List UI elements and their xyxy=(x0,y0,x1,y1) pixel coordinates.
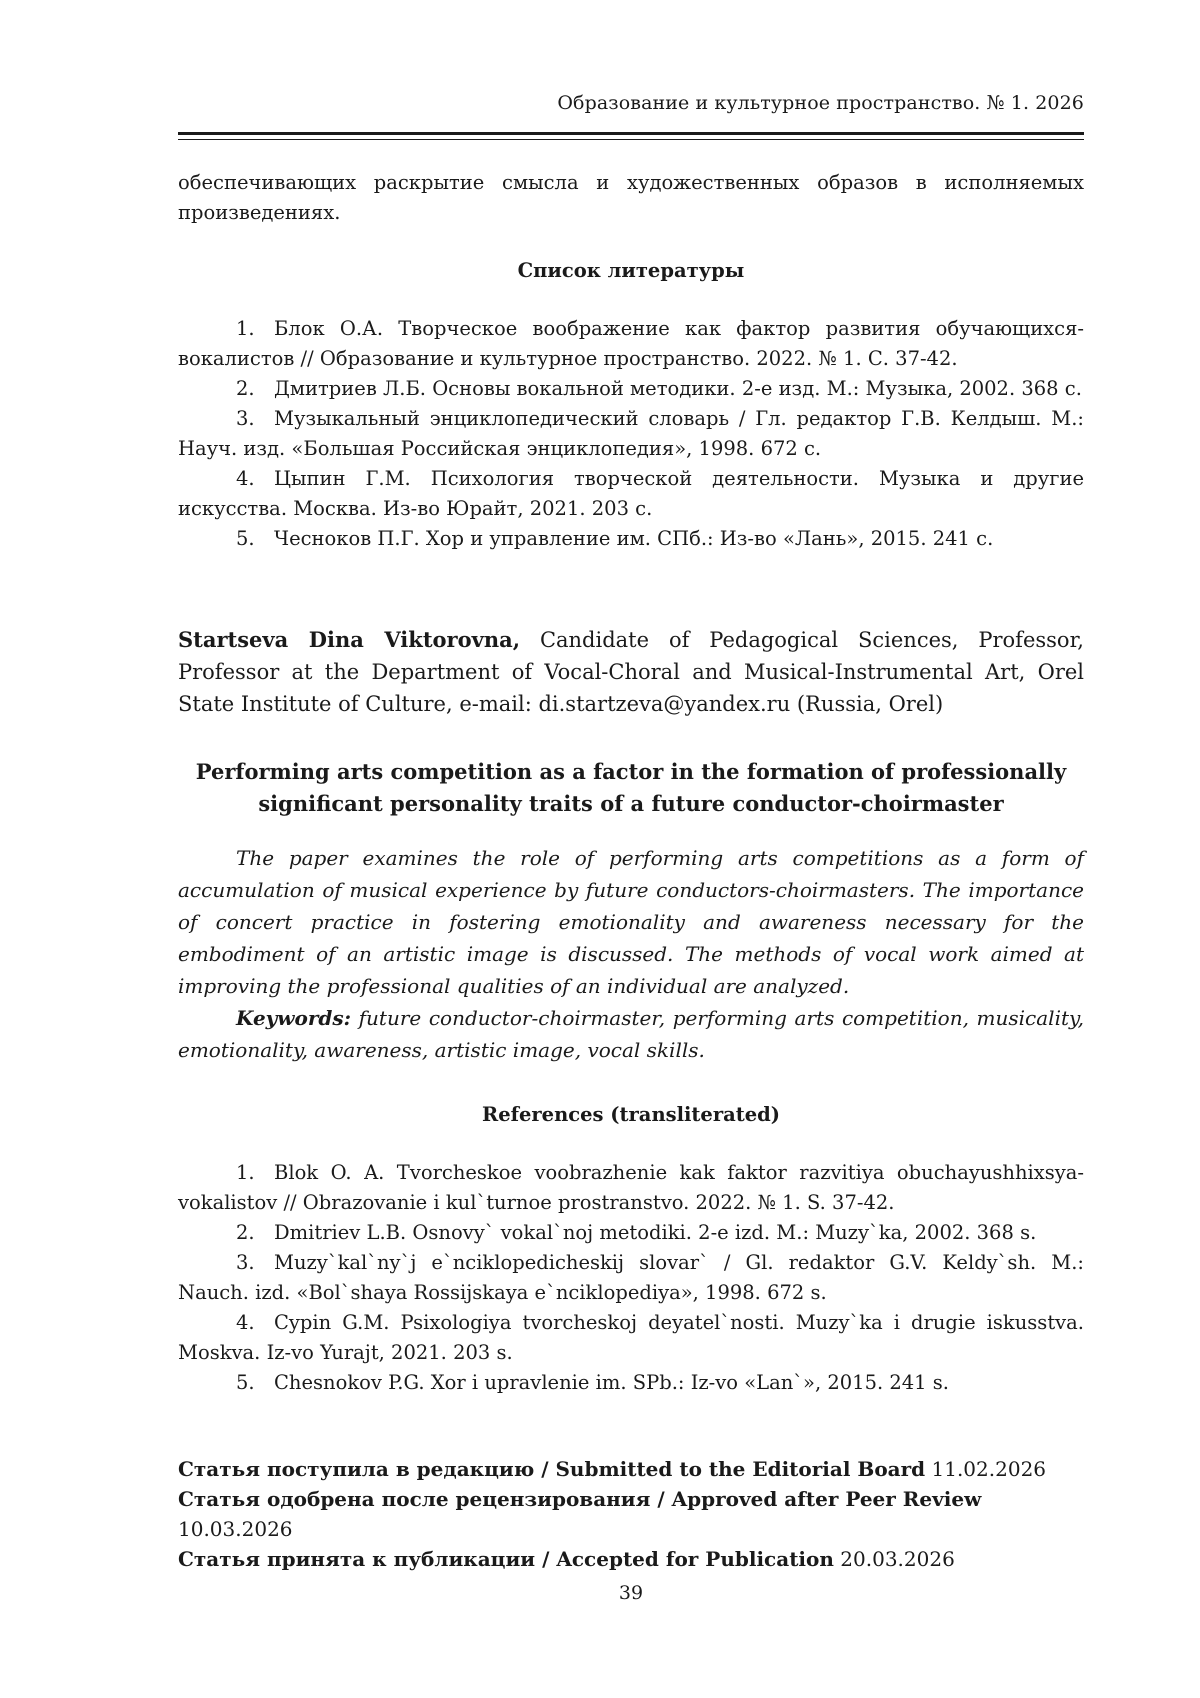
en-reference-item xyxy=(178,1158,1084,1218)
en-reference-text: Dmitriev L.B. Osnovy` vokal`noj metodiki. 2-e izd. M.: Muzy`ka, 2002. 368 s. xyxy=(274,1221,1037,1244)
en-reference-number: 1. xyxy=(236,1161,255,1184)
ru-reference-item xyxy=(178,464,1084,524)
en-reference-number: 4. xyxy=(236,1311,255,1334)
article-keywords xyxy=(178,1002,1084,1066)
header-rule-thick xyxy=(178,132,1084,135)
en-reference-item xyxy=(178,1368,1084,1398)
keywords-text: future conductor-choirmaster, performing arts competition, musicality, emotionality, awareness, artistic image, vocal skills. xyxy=(178,1006,1085,1062)
article-title xyxy=(178,756,1084,820)
ru-reference-item xyxy=(178,314,1084,374)
en-reference-item xyxy=(178,1218,1084,1248)
date-label: Статья принята к публикации / Accepted for Publication xyxy=(178,1547,834,1571)
date-approved xyxy=(178,1484,1084,1544)
date-value: 10.03.2026 xyxy=(178,1517,293,1541)
ru-reference-text: Чесноков П.Г. Хор и управление им. СПб.: Из-во «Лань», 2015. 241 с. xyxy=(274,527,994,550)
ru-reference-item xyxy=(178,524,1084,554)
ru-reference-number: 4. xyxy=(236,467,255,490)
en-reference-item xyxy=(178,1308,1084,1368)
date-submitted xyxy=(178,1454,1084,1484)
intro-paragraph: обеспечивающих раскрытие смысла и художественных образов в исполняемых произведениях. xyxy=(178,171,1084,224)
ru-reference-text: Цыпин Г.М. Психология творческой деятельности. Музыка и другие искусства. Москва. Из-во Юрайт, 2021. 203 с. xyxy=(178,467,1084,520)
en-reference-text: Chesnokov P.G. Xor i upravlenie im. SPb.: Iz-vo «Lan`», 2015. 241 s. xyxy=(274,1371,949,1394)
ru-reference-number: 3. xyxy=(236,407,255,430)
author-details: Candidate of Pedagogical Sciences, Professor, Professor at the Department of Vocal-Choral and Musical-Instrumental Art, Orel State Institute of Culture, e-mail: di.startzeva@yandex.ru (Russia, Orel) xyxy=(178,628,1084,716)
en-references-list xyxy=(178,1158,1084,1398)
date-label: Статья одобрена после рецензирования / Approved after Peer Review xyxy=(178,1487,982,1511)
page-content xyxy=(178,168,1084,1574)
submission-dates xyxy=(178,1454,1084,1574)
en-reference-number: 2. xyxy=(236,1221,255,1244)
en-reference-number: 3. xyxy=(236,1251,255,1274)
en-reference-number: 5. xyxy=(236,1371,255,1394)
date-value: 20.03.2026 xyxy=(840,1547,955,1571)
ru-references-list xyxy=(178,314,1084,554)
article-title-line2: significant personality traits of a future conductor-choirmaster xyxy=(258,791,1004,816)
header-rule-thin xyxy=(178,139,1084,140)
ru-reference-number: 2. xyxy=(236,377,255,400)
page-number: 39 xyxy=(618,1582,644,1604)
ru-reference-text: Блок О.А. Творческое воображение как фактор развития обучающихся-вокалистов // Образование и культурное пространство. 2022. № 1. С. 37-42. xyxy=(178,317,1084,370)
en-reference-text: Blok O. A. Tvorcheskoe voobrazhenie kak faktor razvitiya obuchayushhixsya-vokalistov // Obrazovanie i kul`turnoe prostranstvo. 2022. № 1. S. 37-42. xyxy=(178,1161,1084,1214)
ru-reference-item xyxy=(178,404,1084,464)
ru-reference-item xyxy=(178,374,1084,404)
ru-reference-number: 5. xyxy=(236,527,255,550)
article-abstract: The paper examines the role of performing arts competitions as a form of accumulation of musical experience by future conductors-choirmasters. The importance of concert practice in fostering emotionality and awareness necessary for the embodiment of an artistic image is discussed. The methods of vocal work aimed at improving the professional qualities of an individual are analyzed. xyxy=(178,846,1084,998)
en-reference-text: Cypin G.M. Psixologiya tvorcheskoj deyatel`nosti. Muzy`ka i drugie iskusstva. Moskva. Iz-vo Yurajt, 2021. 203 s. xyxy=(178,1311,1084,1364)
ru-reference-number: 1. xyxy=(236,317,255,340)
ru-reference-text: Дмитриев Л.Б. Основы вокальной методики. 2-е изд. М.: Музыка, 2002. 368 с. xyxy=(274,377,1082,400)
author-info xyxy=(178,624,1084,720)
date-accepted xyxy=(178,1544,1084,1574)
en-references-heading: References (transliterated) xyxy=(481,1103,781,1126)
author-name: Startseva Dina Viktorovna, xyxy=(178,627,521,652)
ru-reference-text: Музыкальный энциклопедический словарь / Гл. редактор Г.В. Келдыш. М.: Науч. изд. «Большая Российская энциклопедия», 1998. 672 с. xyxy=(178,407,1084,460)
en-reference-item xyxy=(178,1248,1084,1308)
en-reference-text: Muzy`kal`ny`j e`nciklopedicheskij slovar` / Gl. redaktor G.V. Keldy`sh. M.: Nauch. izd. «Bol`shaya Rossijskaya e`nciklopediya», 1998. 672 s. xyxy=(178,1251,1084,1304)
date-label: Статья поступила в редакцию / Submitted to the Editorial Board xyxy=(178,1457,926,1481)
keywords-label: Keywords: xyxy=(236,1006,352,1030)
journal-header: Образование и культурное пространство. № 1. 2026 xyxy=(557,92,1084,114)
article-title-line1: Performing arts competition as a factor in the formation of professionally xyxy=(195,759,1067,784)
date-value: 11.02.2026 xyxy=(931,1457,1047,1481)
ru-references-heading: Список литературы xyxy=(517,259,745,282)
